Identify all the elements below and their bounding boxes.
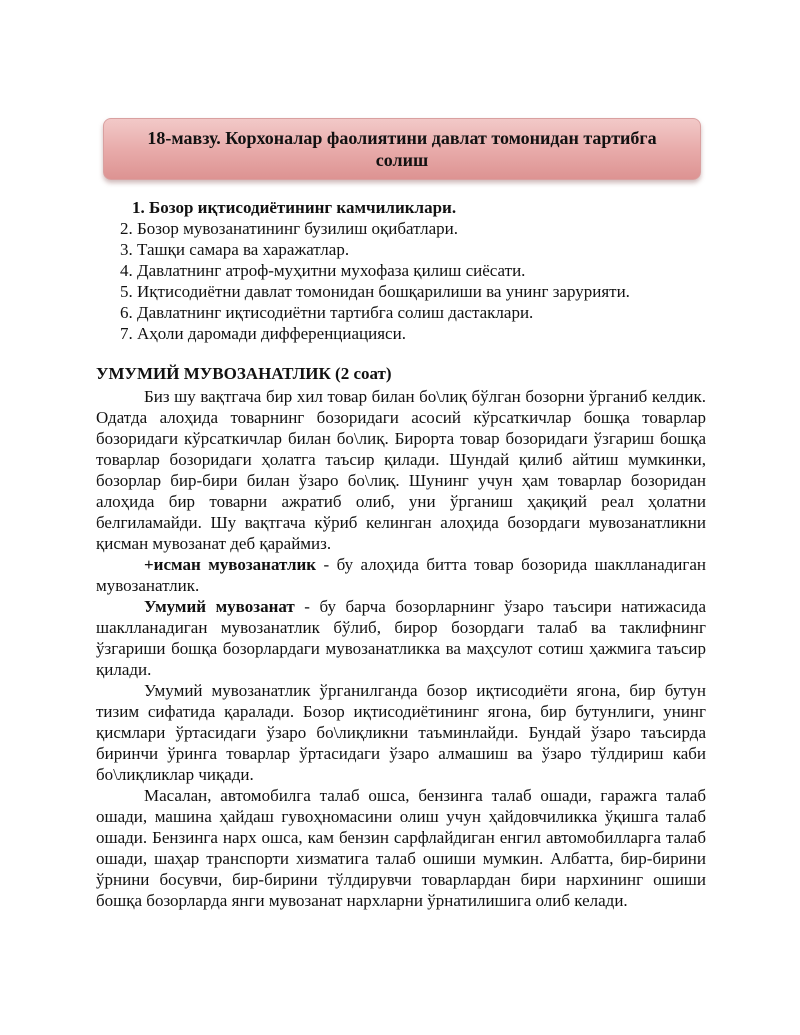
paragraph-general-equilibrium-definition: [96, 596, 706, 680]
topic-title-line-2: солиш: [375, 150, 429, 170]
outline-item: 6. Давлатнинг иқтисодиётни тартибга солиш дастаклари.: [120, 303, 534, 322]
section-body: [96, 386, 706, 911]
outline-item: 3. Ташқи самара ва харажатлар.: [120, 240, 350, 259]
outline-item: 5. Иқтисодиётни давлат томонидан бошқарилиши ва унинг зарурияти.: [120, 282, 630, 301]
term-general-equilibrium: Умумий мувозанат: [144, 597, 295, 616]
paragraph-partial-equilibrium-definition: [96, 554, 706, 596]
paragraph-example: Масалан, автомобилга талаб ошса, бензинга талаб ошади, гаражга талаб ошади, машина ҳайдаш гувоҳномасини олиш учун ҳайдовчиликка ўқишга талаб ошади. Бензинга нарх ошса, кам бензин сарфлайдиган енгил автомобилларга талаб ошади, шаҳар транспорти хизматига талаб ошиши мумкин. Албатта, бир-бирини ўрнини босувчи, бир-бирини тўлдирувчи товарлардан бири нархининг ошиши бошқа бозорларда янги мувозанат нархларни ўрнатилишига олиб келади.: [96, 786, 706, 910]
outline-item: 2. Бозор мувозанатининг бузилиш оқибатлари.: [120, 219, 459, 238]
outline-item: 1. Бозор иқтисодиётининг камчиликлари.: [132, 198, 457, 217]
term-partial-equilibrium: +исман мувозанатлик: [144, 555, 317, 574]
topic-title-banner: [103, 118, 701, 180]
definition-text: - бу барча бозорларнинг ўзаро таъсири натижасида шаклланадиган мувозанатлик бўлиб, бирор бозордаги талаб ва таклифнинг ўзгариши бошқа бозорлардаги мувозанатликка ва маҳсулот сотиш ҳажмига таъсир қилади.: [96, 597, 706, 679]
topic-title-line-1: 18-мавзу. Корхоналар фаолиятини давлат томонидан тартибга: [147, 128, 657, 148]
outline-item: 7. Аҳоли даромади дифференциацияси.: [120, 324, 406, 343]
outline-item: 4. Давлатнинг атроф-муҳитни мухофаза қилиш сиёсати.: [120, 261, 526, 280]
paragraph-market-system: Умумий мувозанатлик ўрганилганда бозор иқтисодиёти ягона, бир бутун тизим сифатида қаралади. Бозор иқтисодиётининг ягона, бир бутунлиги, унинг қисмлари ўртасидаги ўзаро бо\лиқликни таъминлайди. Бундай ўзаро таъсирда биринчи ўринга товарлар ўртасидаги ўзаро алмашиш ва ўзаро тўлдириш каби бо\лиқликлар чиқади.: [96, 681, 706, 784]
topic-outline-list: [0, 197, 800, 344]
section-heading: УМУМИЙ МУВОЗАНАТЛИК (2 соат): [96, 364, 392, 383]
paragraph-partial-equilibrium-intro: Биз шу вақтгача бир хил товар билан бо\лиқ бўлган бозорни ўрганиб келдик. Одатда алоҳида товарнинг бозоридаги асосий кўрсаткичлар бошқа товарлар бозоридаги кўрсаткичлар билан бо\лиқ. Бироpта товар бозоридаги ўзгариш бошқа товарлар бозоридаги ҳолатга таъсир қилади. Шундай қилиб айтиш мумкинки, бозорлар бир-бири билан ўзаро бо\лиқ. Шунинг учун ҳам товарлар бозоридан алоҳида бир товарни ажратиб олиб, уни ўрганиш ҳақиқий реал ҳолатни белгиламайди. Шу вақтгача кўриб келинган алоҳида бозордаги мувозанатликни қисман мувозанат деб қараймиз.: [96, 387, 706, 553]
definition-text: - бу алоҳида битта товар бозорида шаклланадиган мувозанатлик.: [96, 555, 706, 595]
